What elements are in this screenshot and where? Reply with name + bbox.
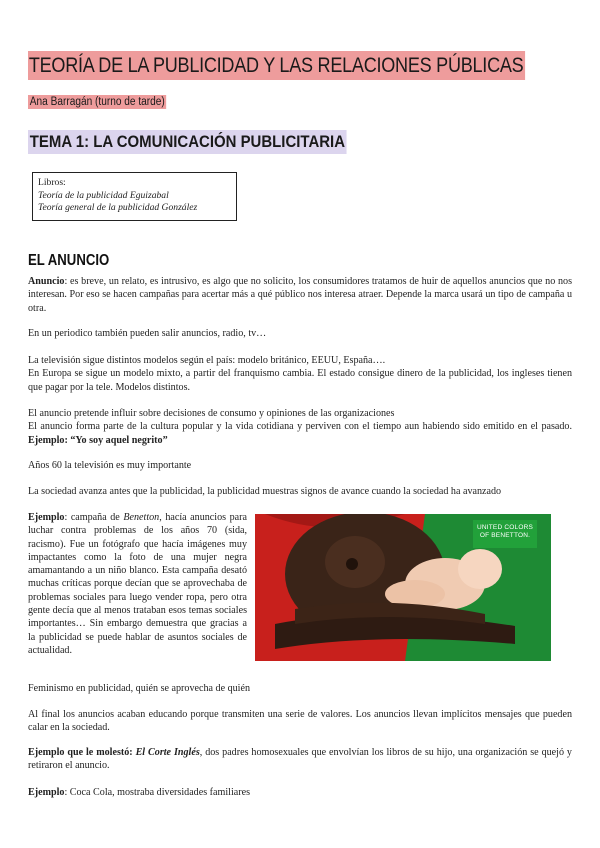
paragraph: Años 60 la televisión es muy importante [28,460,192,471]
paragraph-line: El anuncio pretende influir sobre decisiones de consumo y opiniones de las organizaciones [28,408,395,419]
paragraph-text: , dos padres homosexuales que envolvían los libros de su hijo, una organización se quejó y retiraron el anuncio. [28,747,572,772]
paragraph-corte-ingles [28,746,572,773]
paragraph-text: : Coca Cola, mostraba diversidades familiares [64,787,251,798]
paragraph-text: : campaña de [64,512,124,523]
section-heading: EL ANUNCIO [28,252,110,269]
example-label: Ejemplo [28,512,65,523]
paragraph-definition [28,275,572,315]
book-item: Teoría general de la publicidad González [38,202,198,213]
logo-line: OF BENETTON. [479,532,531,539]
paragraph-text: , hacía anuncios para luchar contra problemas de los años 70 (sida, racismo). Fue un fotógrafo que hacía imágenes muy impactantes como la foto de una mujer negra amamantando a un niño blanco. Esta campaña desató muchas críticas porque decían que se aprovechaba de problemas sociales para luego vender ropa, pero otra gente decía que al menos trataban esos temas sociales importantes… Sin embargo demuestra que gracias a la publicidad se puede hablar de asuntos sociales de actualidad. [28,512,247,656]
document-title: TEORÍA DE LA PUBLICIDAD Y LAS RELACIONES PÚBLICAS [28,51,525,80]
author-line: Ana Barragán (turno de tarde) [29,96,165,108]
benetton-paragraph [28,511,247,657]
logo-line: UNITED COLORS [476,524,534,531]
paragraph-influence [28,407,572,447]
paragraph-coca-cola [28,786,572,799]
paragraph-line: En Europa se sigue un modelo mixto, a partir del franquismo cambia. El estado consigue dinero de la publicidad, los ingleses tienen que pagar por la tele. Modelos distintos. [28,368,572,393]
topic-heading: TEMA 1: LA COMUNICACIÓN PUBLICITARIA [28,130,347,154]
paragraph-line [28,420,572,447]
brand-name: Benetton [123,512,160,523]
paragraph: Al final los anuncios acaban educando porque transmiten una serie de valores. Los anuncios llevan implícitos mensajes que pueden calar en la sociedad. [28,709,572,734]
benetton-logo [473,520,537,548]
example-label: Ejemplo [28,787,65,798]
book-item: Teoría de la publicidad Eguizabal [38,189,169,201]
books-label: Libros: [38,177,66,188]
benetton-ad-photo [255,514,551,661]
example-label: Ejemplo: “Yo soy aquel negrito” [28,434,168,446]
paragraph-text: El anuncio forma parte de la cultura popular y la vida cotidiana y perviven con el tiempo aun habiendo sido emitido en el pasado. [28,421,572,433]
paragraph: La sociedad avanza antes que la publicidad, la publicidad muestras signos de avance cuando la sociedad ha avanzado [28,486,502,497]
paragraph-tv-models [28,354,572,394]
paragraph: Feminismo en publicidad, quién se aprovecha de quién [28,683,251,694]
brand-name: El Corte Inglés [135,747,200,758]
paragraph-line: La televisión sigue distintos modelos según el país: modelo británico, EEUU, España…. [28,355,386,366]
term-label: Anuncio [28,276,65,287]
paragraph: En un periodico también pueden salir anuncios, radio, tv… [28,328,267,339]
books-box [32,172,237,221]
example-label: Ejemplo que le molestó: [28,747,136,758]
paragraph-text: : es breve, un relato, es intrusivo, es algo que no solicito, los consumidores tratamos de huir de aquellos anuncios que no nos interesan. Por eso se hacen campañas para acertar más a qué público nos interesa atraer. Depende la marca usará un tipo de campaña u otra. [28,276,572,314]
